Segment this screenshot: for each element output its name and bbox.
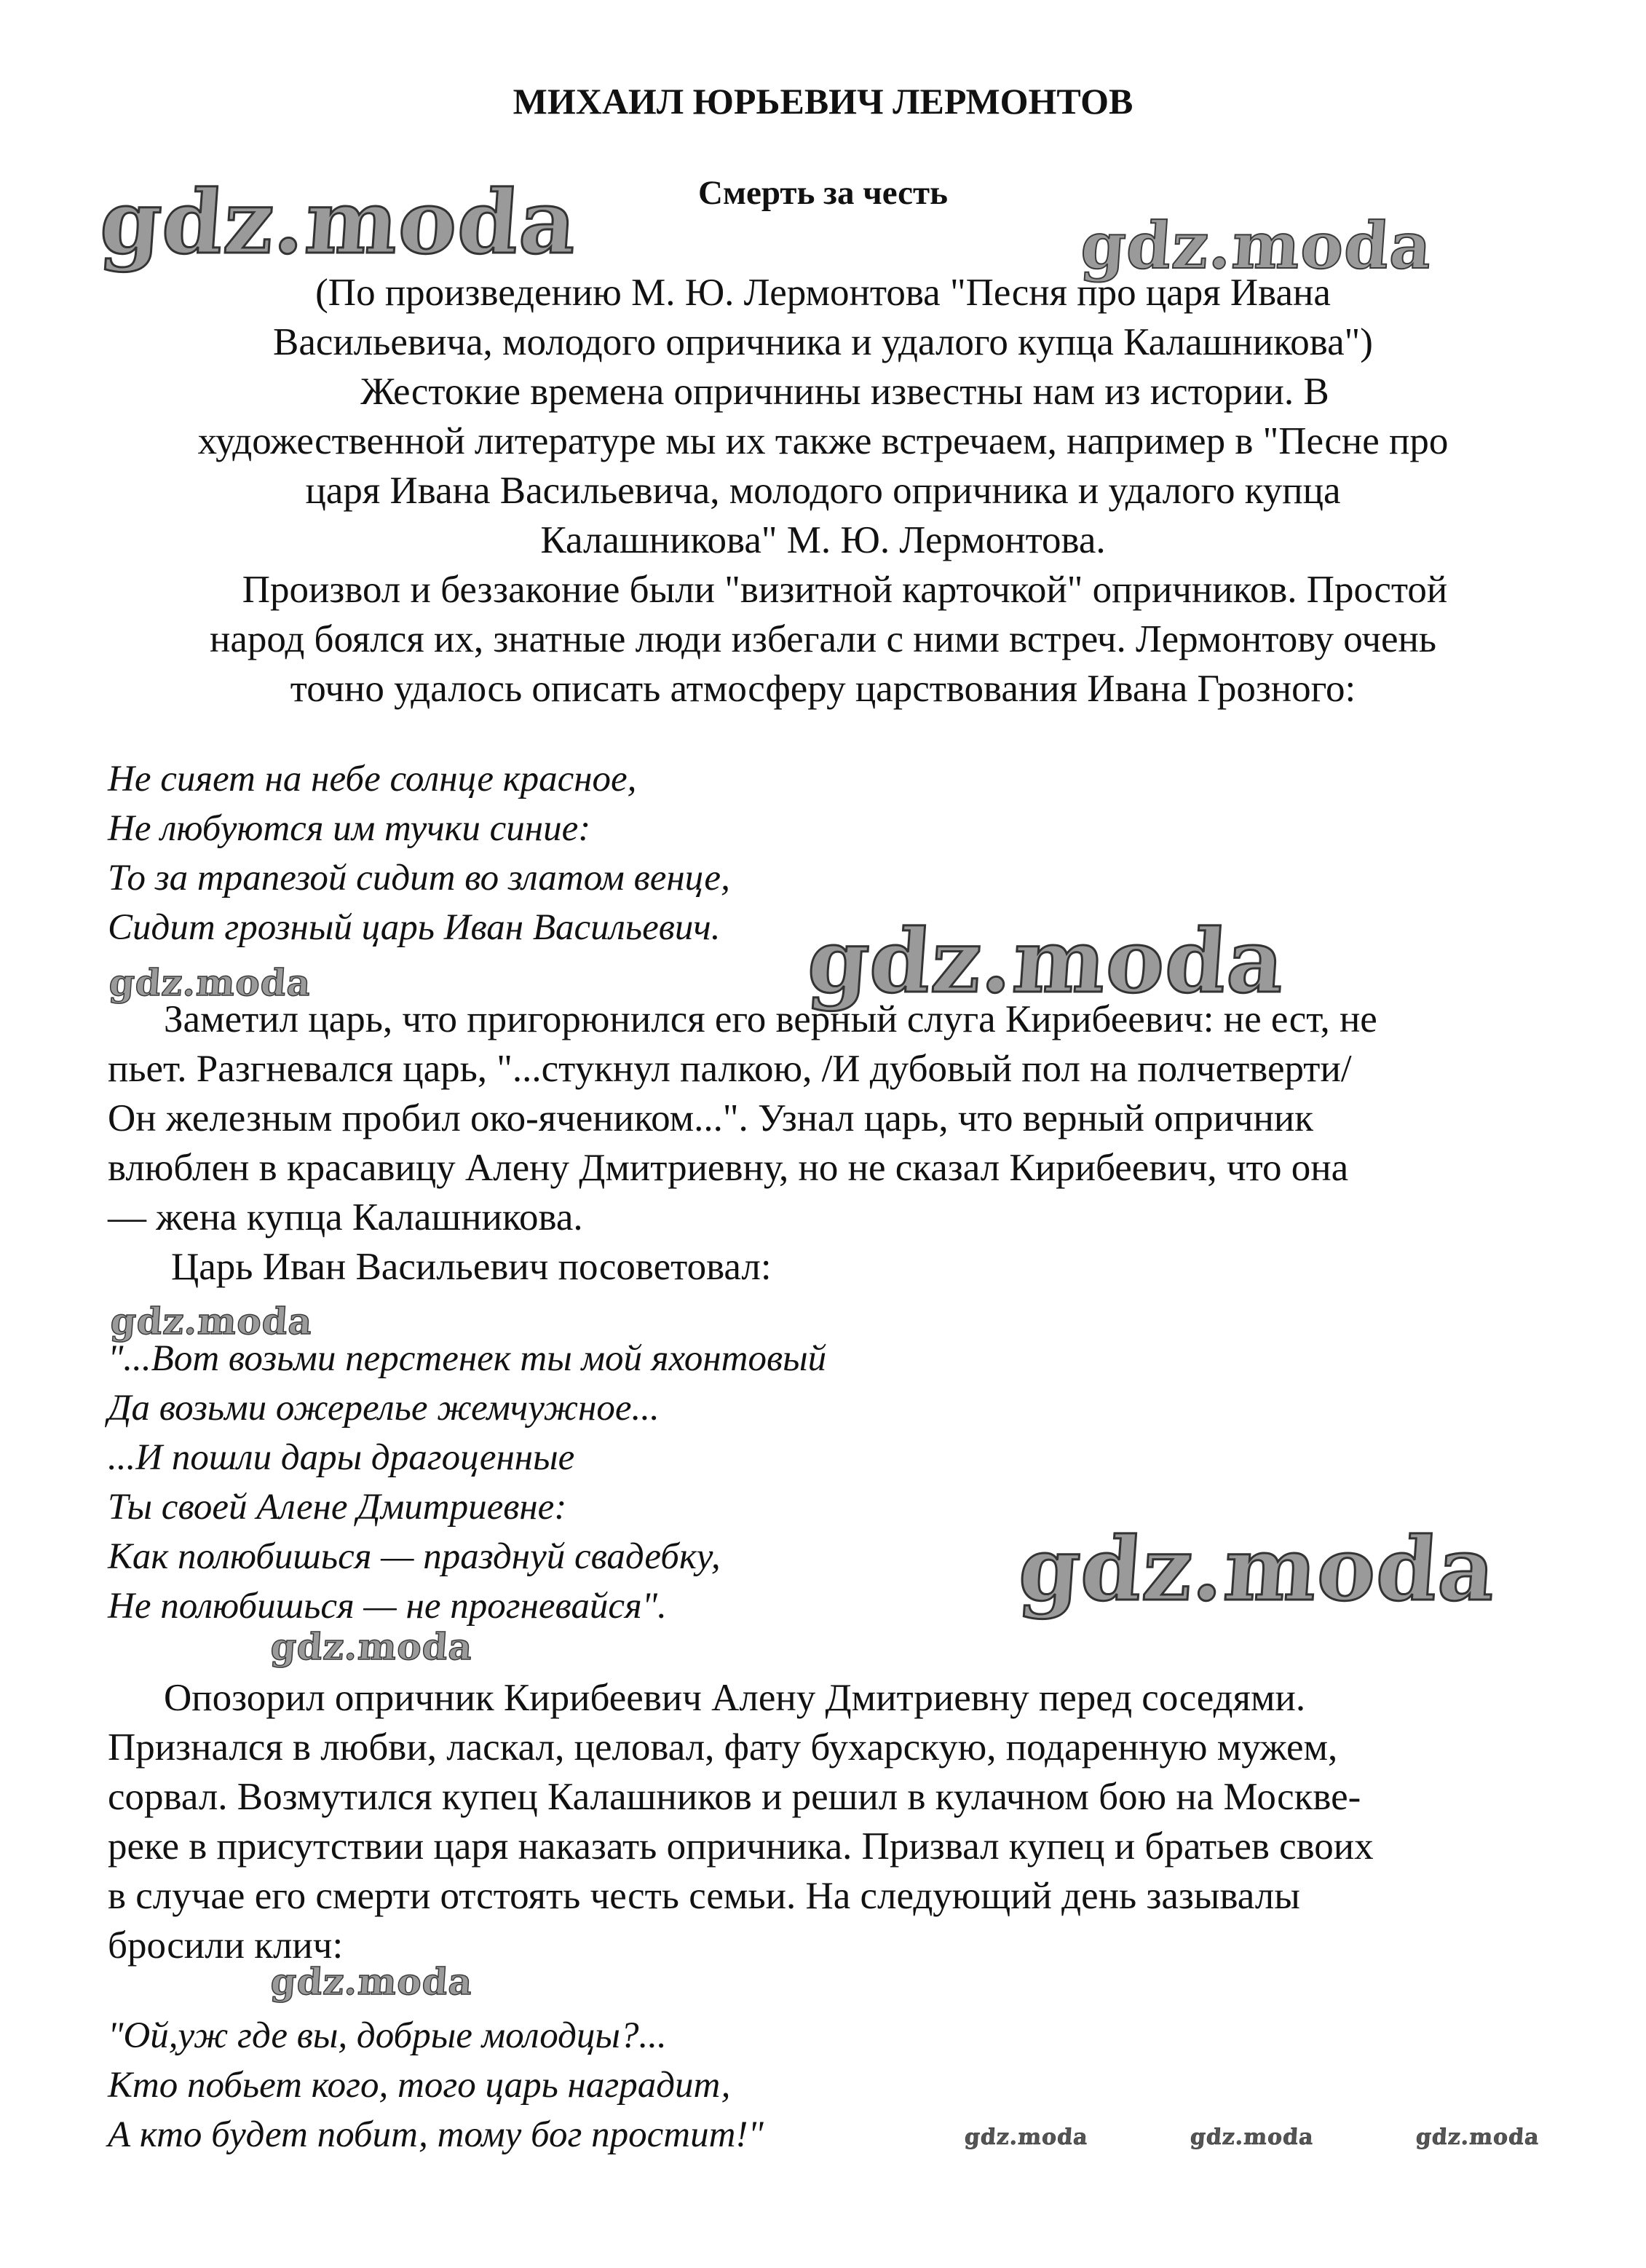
paragraph-line: царя Ивана Васильевича, молодого опричника и удалого купца xyxy=(305,470,1341,512)
paragraph-line: Калашникова" М. Ю. Лермонтова. xyxy=(540,519,1106,561)
watermark: gdz.moda xyxy=(804,910,1289,1013)
watermark: gdz.moda xyxy=(963,2125,1089,2150)
watermark: gdz.moda xyxy=(1414,2125,1540,2150)
paragraph-line: Жестокие времена опричнины известны нам из истории. В xyxy=(360,371,1329,413)
verse-line: Не полюбишься — не прогневайся". xyxy=(108,1586,667,1627)
essay-title: Смерть за честь xyxy=(698,174,948,212)
subtitle-line: Васильевича, молодого опричника и удалого купца Калашникова") xyxy=(273,321,1373,363)
verse-line: Да возьми ожерелье жемчужное... xyxy=(108,1388,660,1429)
paragraph-line: в случае его смерти отстоять честь семьи. На следующий день зазывалы xyxy=(108,1875,1300,1917)
paragraph-line: сорвал. Возмутился купец Калашников и решил в кулачном бою на Москве- xyxy=(108,1776,1361,1818)
verse-line: Не любуются им тучки синие: xyxy=(108,808,591,849)
paragraph-line: Произвол и беззаконие были "визитной карточкой" опричников. Простой xyxy=(242,569,1448,611)
verse-line: Сидит грозный царь Иван Васильевич. xyxy=(108,907,721,948)
watermark: gdz.moda xyxy=(1189,2125,1315,2150)
paragraph-line: Признался в любви, ласкал, целовал, фату бухарскую, подаренную мужем, xyxy=(108,1726,1338,1769)
watermark: gdz.moda xyxy=(1078,208,1435,283)
paragraph-line: — жена купца Калашникова. xyxy=(108,1196,583,1238)
paragraph-line: Царь Иван Васильевич посоветовал: xyxy=(171,1246,772,1288)
watermark: gdz.moda xyxy=(269,1960,475,2003)
paragraph-line: пьет. Разгневался царь, "...стукнул палкою, /И дубовый пол на полчетверти/ xyxy=(108,1048,1352,1090)
watermark: gdz.moda xyxy=(97,171,581,274)
watermark: gdz.moda xyxy=(1016,1518,1500,1621)
paragraph-line: Он железным пробил око-ячеником...". Узнал царь, что верный опричник xyxy=(108,1097,1313,1139)
author-heading: МИХАИЛ ЮРЬЕВИЧ ЛЕРМОНТОВ xyxy=(513,81,1133,122)
paragraph-line: реке в присутствии царя наказать опричника. Призвал купец и братьев своих xyxy=(108,1825,1374,1868)
subtitle-line: (По произведению М. Ю. Лермонтова "Песня про царя Ивана xyxy=(315,272,1331,314)
watermark: gdz.moda xyxy=(269,1625,475,1668)
paragraph-line: точно удалось описать атмосферу царствования Ивана Грозного: xyxy=(290,668,1356,710)
verse-line: Кто побьет кого, того царь наградит, xyxy=(108,2065,731,2106)
paragraph-line: Заметил царь, что пригорюнился его верный слуга Кирибеевич: не ест, не xyxy=(164,998,1377,1040)
verse-line: А кто будет побит, тому бог простит!" xyxy=(108,2114,764,2155)
verse-line: ...И пошли дары драгоценные xyxy=(108,1437,575,1478)
paragraph-line: народ боялся их, знатные люди избегали с ними встреч. Лермонтову очень xyxy=(209,618,1437,660)
watermark: gdz.moda xyxy=(107,961,313,1004)
paragraph-line: художественной литературе мы их также встречаем, например в "Песне про xyxy=(197,420,1449,462)
verse-line: Не сияет на небе солнце красное, xyxy=(108,759,637,799)
paragraph-line: бросили клич: xyxy=(108,1924,344,1967)
verse-line: "Ой,уж где вы, добрые молодцы?... xyxy=(108,2015,667,2056)
paragraph-line: влюблен в красавицу Алену Дмитриевну, но не сказал Кирибеевич, что она xyxy=(108,1147,1349,1189)
verse-line: Как полюбишься — празднуй свадебку, xyxy=(108,1536,721,1577)
paragraph-line: Опозорил опричник Кирибеевич Алену Дмитриевну перед соседями. xyxy=(164,1677,1306,1719)
verse-line: То за трапезой сидит во златом венце, xyxy=(108,858,730,898)
verse-line: Ты своей Алене Дмитриевне: xyxy=(108,1487,567,1528)
watermark: gdz.moda xyxy=(108,1300,314,1343)
verse-line: "...Вот возьми перстенек ты мой яхонтовый xyxy=(108,1338,827,1379)
